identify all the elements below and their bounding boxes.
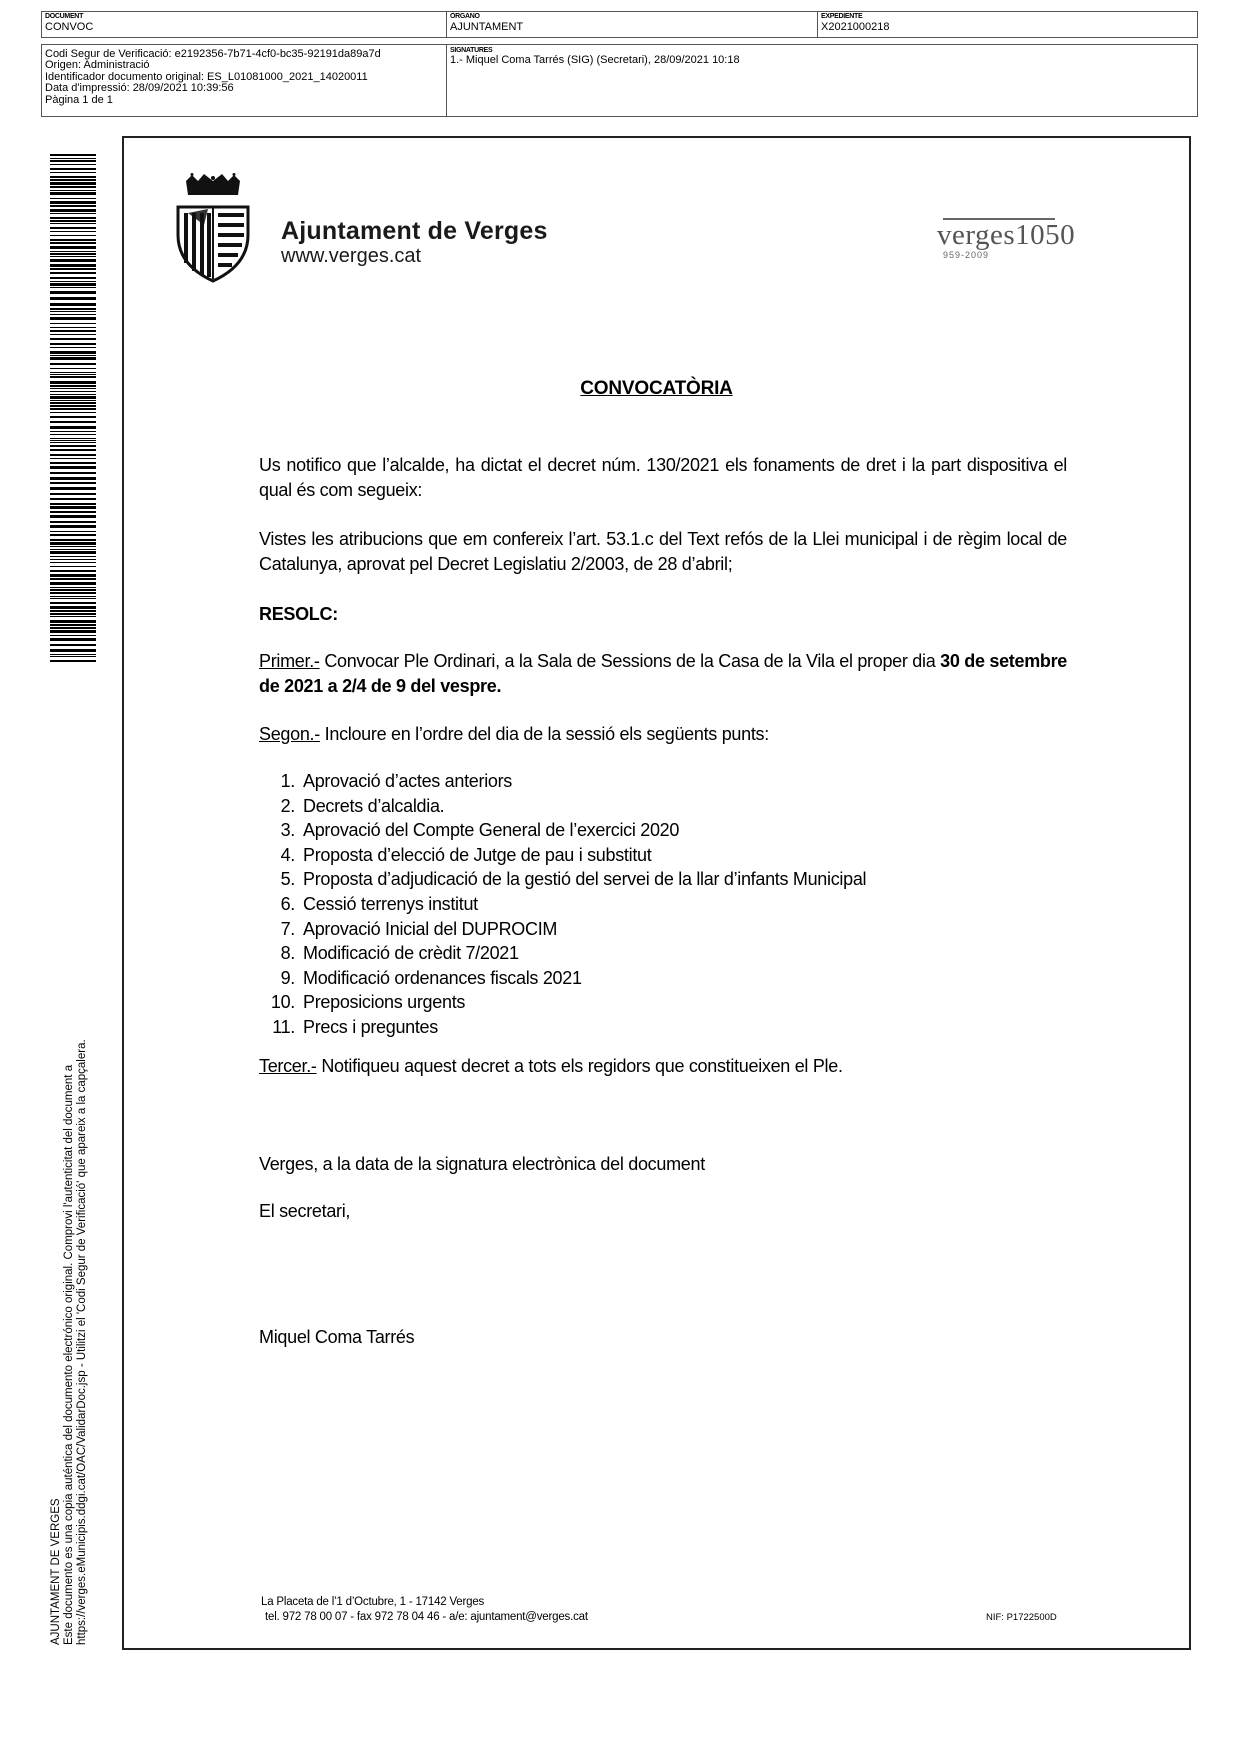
agenda-item	[259, 843, 1067, 868]
signatures-cell	[446, 45, 1197, 116]
agenda-item-number: 4.	[280, 844, 295, 865]
segon-label: Segon.-	[259, 724, 320, 744]
side-line-1: AJUNTAMENT DE VERGES	[50, 1498, 62, 1645]
tercer-label: Tercer.-	[259, 1055, 317, 1076]
tercer-text: Notifiqueu aquest decret a tots els regidors que constitueixen el Ple.	[316, 1055, 843, 1076]
organ-cell	[446, 12, 817, 37]
intro-paragraph: Us notifico que l’alcalde, ha dictat el decret núm. 130/2021 els fonaments de dret i la part dispositiva el qual és com segueix:	[259, 455, 1067, 500]
agenda-item-number: 1.	[280, 771, 295, 791]
resolc-heading: RESOLC:	[259, 604, 338, 624]
document-cell	[42, 12, 446, 37]
place-date: Verges, a la data de la signatura electrònica del document	[259, 1153, 705, 1174]
agenda-item-number: 9.	[280, 967, 295, 988]
municipality-name: Ajuntament de Verges	[281, 217, 548, 245]
verification-code: Codi Segur de Verificació: e2192356-7b71-4cf0-bc35-92191da89a7d	[45, 48, 381, 60]
municipality-website: www.verges.cat	[281, 245, 422, 267]
agenda-item-number: 10.	[270, 992, 295, 1013]
agenda-item	[259, 1015, 1067, 1040]
expedient-label: EXPEDIENTE	[821, 13, 863, 20]
signer-name: Miquel Coma Tarrés	[259, 1326, 415, 1347]
header-meta-box	[41, 44, 1198, 117]
signature-entry: 1.- Miquel Coma Tarrés (SIG) (Secretari), 28/09/2021 10:18	[450, 54, 740, 66]
agenda-item-text: Cessió terrenys institut	[303, 893, 478, 914]
primer-label: Primer.-	[259, 651, 320, 671]
agenda-item-text: Proposta d’elecció de Jutge de pau i substitut	[303, 844, 652, 865]
commemorative-logo-text: verges1050	[937, 219, 1076, 251]
primer-bold-date: 30 de setembre de 2021 a 2/4 de 9 del vespre.	[259, 651, 1068, 696]
expedient-value: X2021000218	[821, 21, 890, 33]
barcode-image	[50, 154, 96, 664]
agenda-item-text: Modificació de crèdit 7/2021	[303, 943, 519, 964]
document-frame	[122, 136, 1191, 1650]
document-label: DOCUMENT	[45, 13, 84, 20]
agenda-item-number: 3.	[280, 820, 295, 841]
agenda-item	[259, 794, 1067, 819]
agenda-item-text: Modificació ordenances fiscals 2021	[303, 967, 582, 988]
agenda-item	[259, 917, 1067, 942]
side-line-3: https://verges.eMunicipis.ddgi.cat/OAC/ValidarDoc.jsp - Utilitzi el 'Codi Segur de Verificació' que apareix a la capçalera.	[76, 1039, 88, 1645]
agenda-item-text: Aprovació d’actes anteriors	[303, 771, 513, 791]
agenda-item-number: 6.	[280, 893, 295, 914]
agenda-item-number: 11.	[272, 1016, 295, 1037]
agenda-item	[259, 990, 1067, 1015]
agenda-list	[259, 769, 1067, 1040]
agenda-item	[259, 941, 1067, 966]
agenda-item-text: Aprovació del Compte General de l’exercici 2020	[303, 820, 680, 841]
agenda-item-text: Preposicions urgents	[303, 992, 466, 1013]
header-top-box	[41, 11, 1198, 38]
agenda-item	[259, 966, 1067, 991]
print-date: Data d'impressió: 28/09/2021 10:39:56	[45, 82, 234, 95]
segon-paragraph	[259, 722, 1067, 747]
footer-address: La Placeta de l’1 d’Octubre, 1 - 17142 Verges	[261, 1596, 485, 1608]
document-title	[124, 378, 1189, 400]
agenda-item-text: Decrets d’alcaldia.	[303, 795, 445, 816]
agenda-item	[259, 892, 1067, 917]
agenda-item-text: Proposta d’adjudicació de la gestió del servei de la llar d’infants Municipal	[303, 869, 867, 890]
coat-of-arms-icon	[176, 173, 250, 283]
original-identifier: Identificador documento original: ES_L01081000_2021_14020011	[45, 70, 368, 83]
verification-cell	[42, 45, 446, 116]
agenda-item-number: 5.	[280, 869, 295, 890]
agenda-item-text: Aprovació Inicial del DUPROCIM	[303, 918, 558, 939]
agenda-item-number: 7.	[280, 918, 295, 939]
signatures-label: SIGNATURES	[450, 47, 493, 54]
agenda-item	[259, 769, 1067, 794]
expedient-cell	[817, 12, 1197, 37]
signer-role: El secretari,	[259, 1200, 351, 1221]
agenda-item	[259, 818, 1067, 843]
side-line-2: Este documento es una copia auténtica del documento electrónico original. Comprovi l'autenticitat del document a	[63, 1064, 75, 1645]
primer-text: Convocar Ple Ordinari, a la Sala de Sessions de la Casa de la Vila el proper dia	[319, 651, 941, 671]
commemorative-logo	[937, 218, 1097, 268]
agenda-item-text: Precs i preguntes	[303, 1016, 438, 1037]
origin-line: Origen: Administració	[45, 59, 150, 72]
commemorative-years: 959-2009	[943, 250, 990, 260]
primer-paragraph	[259, 649, 1067, 699]
document-title-text: CONVOCATÒRIA	[580, 378, 733, 399]
agenda-item	[259, 867, 1067, 892]
agenda-item-number: 2.	[280, 795, 295, 816]
segon-text: Incloure en l’ordre del dia de la sessió els següents punts:	[319, 724, 769, 744]
document-value: CONVOC	[45, 21, 94, 33]
organ-value: AJUNTAMENT	[450, 21, 524, 33]
footer-contact: tel. 972 78 00 07 - fax 972 78 04 46 - a/e: ajuntament@verges.cat	[265, 1611, 588, 1623]
agenda-item-number: 8.	[280, 943, 295, 964]
footer-nif: NIF: P1722500D	[986, 1612, 1057, 1623]
considering-paragraph: Vistes les atribucions que em confereix l’art. 53.1.c del Text refós de la Llei municipal i de règim local de Catalunya, aprovat pel Decret Legislatiu 2/2003, de 28 d’abril;	[259, 529, 1067, 574]
page-number: Pàgina 1 de 1	[45, 93, 113, 106]
tercer-paragraph	[259, 1054, 1067, 1079]
organ-label: ÒRGANO	[450, 13, 480, 20]
document-body	[259, 453, 1067, 1350]
side-authenticity-note	[50, 985, 89, 1645]
